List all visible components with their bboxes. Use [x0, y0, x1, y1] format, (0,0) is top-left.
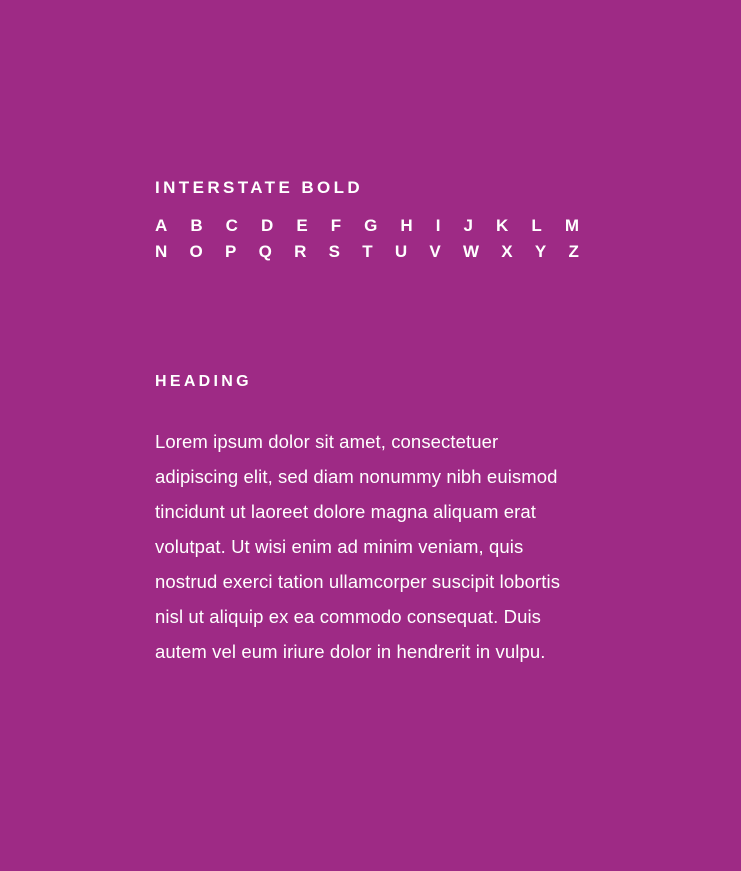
alphabet-letter: V	[429, 242, 441, 261]
alphabet-letter: K	[496, 216, 509, 235]
sample-body-text: Lorem ipsum dolor sit amet, consectetuer adipiscing elit, sed diam nonummy nibh euismod tincidunt ut laoreet dolore magna aliquam erat volutpat. Ut wisi enim ad minim veniam, quis nostrud exerci tation ullamcorper suscipit lobortis nisl ut aliquip ex ea commodo consequat. Duis autem vel eum iriure dolor in hendrerit in vulpu.	[155, 431, 561, 662]
alphabet-letter: A	[155, 216, 168, 235]
alphabet-letter: I	[435, 216, 441, 235]
alphabet-letter: O	[189, 242, 203, 261]
alphabet-letter: E	[296, 216, 308, 235]
alphabet-letter: D	[260, 216, 274, 235]
alphabet-letter: Y	[534, 242, 547, 261]
alphabet-letter: C	[225, 216, 238, 235]
alphabet-letter: R	[294, 242, 307, 261]
alphabet-letter: H	[400, 216, 413, 235]
alphabet-letter: W	[462, 242, 480, 261]
alphabet-letter: P	[225, 242, 237, 261]
alphabet-letter: U	[394, 242, 408, 261]
alphabet-block	[155, 213, 579, 265]
alphabet-letter: G	[364, 216, 378, 235]
alphabet-letter: F	[330, 216, 342, 235]
alphabet-letter: N	[155, 242, 168, 261]
alphabet-letter: B	[190, 216, 203, 235]
alphabet-letter: Z	[568, 242, 579, 261]
alphabet-letter: T	[362, 242, 373, 261]
alphabet-letter: J	[463, 216, 473, 235]
alphabet-letter: S	[328, 242, 340, 261]
alphabet-letter: L	[531, 216, 542, 235]
alphabet-letter: Q	[258, 242, 272, 261]
alphabet-letter: M	[564, 216, 579, 235]
alphabet-row-1	[155, 213, 579, 239]
font-name-label: INTERSTATE BOLD	[155, 178, 364, 197]
alphabet-row-2	[155, 239, 579, 265]
sample-heading: HEADING	[155, 373, 252, 390]
alphabet-letter: X	[501, 242, 513, 261]
